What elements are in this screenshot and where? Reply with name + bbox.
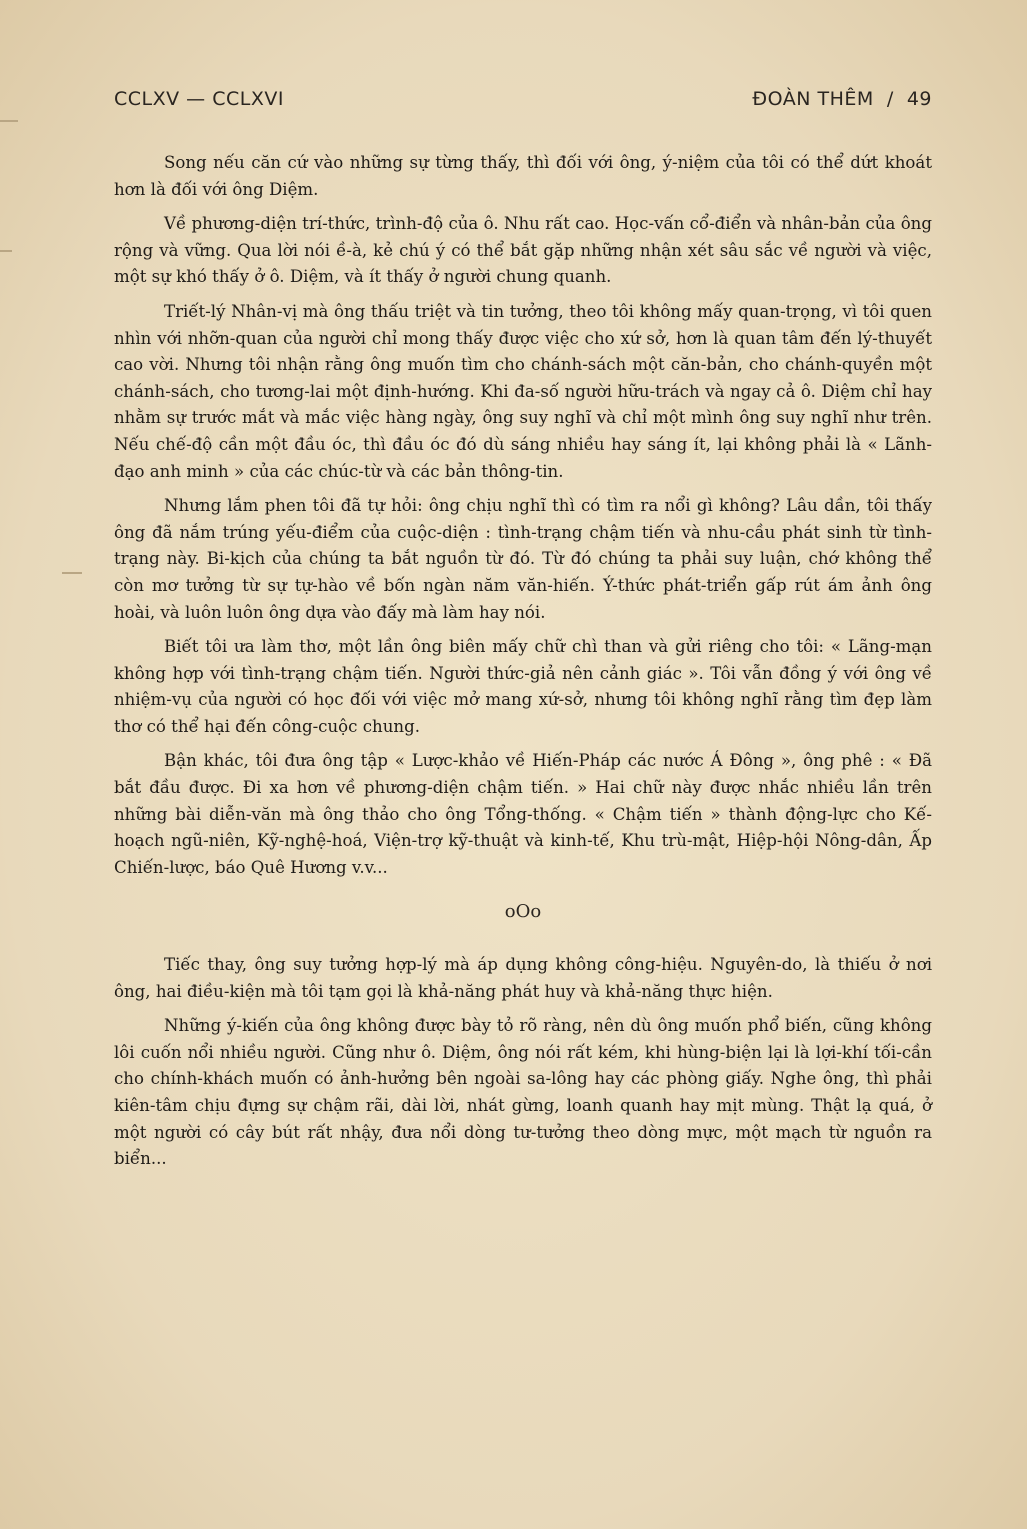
- running-header: [114, 88, 932, 118]
- paragraph: Bận khác, tôi đưa ông tập « Lược-khảo về Hiến-Pháp các nước Á Đông », ông phê : « Đã bắt đầu được. Đi xa hơn về phương-diện chậm tiến. » Hai chữ này được nhắc nhiều lần trên những bài diễn-văn mà ông thảo cho ông Tổng-thống. « Chậm tiến » thành động-lực cho Kế-hoạch ngũ-niên, Kỹ-nghệ-hoá, Viện-trợ kỹ-thuật và kinh-tế, Khu trù-mật, Hiệp-hội Nông-dân, Ấp Chiến-lược, báo Quê Hương v.v...: [114, 751, 932, 877]
- paragraph: Triết-lý Nhân-vị mà ông thấu triệt và tin tưởng, theo tôi không mấy quan-trọng, vì tôi quen nhìn với nhỡn-quan của người chỉ mong thấy được việc cho xứ sở, hơn là quan tâm đến lý-thuyết cao vời. Nhưng tôi nhận rằng ông muốn tìm cho chánh-sách một căn-bản, cho chánh-quyền một chánh-sách, cho tương-lai một định-hướng. Khi đa-số người hữu-trách và ngay cả ô. Diệm chỉ hay nhằm sự trước mắt và mắc việc hàng ngày, ông suy nghĩ và chỉ một mình ông suy nghĩ như trên. Nếu chế-độ cần một đầu óc, thì đầu óc đó dù sáng nhiều hay sáng ít, lại không phải là « Lãnh-đạo anh minh » của các chúc-từ và các bản thông-tin.: [114, 301, 932, 481]
- section-separator: oOo: [504, 901, 542, 923]
- paragraph: Tiếc thay, ông suy tưởng hợp-lý mà áp dụng không công-hiệu. Nguyên-do, là thiếu ở nơi ông, hai điều-kiện mà tôi tạm gọi là khả-năng phát huy và khả-năng thực hiện.: [114, 955, 932, 1001]
- paragraph: Biết tôi ưa làm thơ, một lần ông biên mấy chữ chì than và gửi riêng cho tôi: « Lãng-mạn không hợp với tình-trạng chậm tiến. Người thức-giả nên cảnh giác ». Tôi vẫn đồng ý với ông về nhiệm-vụ của người có học đối với việc mở mang xứ-sở, nhưng tôi không nghĩ rằng tìm đẹp làm thơ có thể hại đến công-cuộc chung.: [114, 637, 932, 736]
- margin-mark: [0, 250, 12, 252]
- paragraph: Về phương-diện trí-thức, trình-độ của ô. Nhu rất cao. Học-vấn cổ-điển và nhân-bản của ông rộng và vững. Qua lời nói ề-à, kẻ chú ý có thể bắt gặp những nhận xét sâu sắc về người và việc, một sự khó thấy ở ô. Diệm, và ít thấy ở người chung quanh.: [114, 214, 932, 287]
- paragraph: Song nếu căn cứ vào những sự từng thấy, thì đối với ông, ý-niệm của tôi có thể dứt khoát hơn là đối với ông Diệm.: [114, 153, 932, 199]
- margin-mark: [0, 120, 18, 122]
- author-page-number: ĐOÀN THÊM / 49: [752, 88, 932, 110]
- paragraph: Những ý-kiến của ông không được bày tỏ rõ ràng, nên dù ông muốn phổ biến, cũng không lôi cuốn nổi nhiều người. Cũng như ô. Diệm, ông nói rất kém, khi hùng-biện lại là lợi-khí tối-cần cho chính-khách muốn có ảnh-hưởng bên ngoài sa-lông hay các phòng giấy. Nghe ông, thì phải kiên-tâm chịu đựng sự chậm rãi, dài lời, nhát gừng, loanh quanh hay mịt mùng. Thật lạ quá, ở một người có cây bút rất nhậy, đưa nổi dòng tư-tưởng theo dòng mực, một mạch từ nguồn ra biển...: [114, 1016, 932, 1169]
- paragraph: Nhưng lắm phen tôi đã tự hỏi: ông chịu nghĩ thì có tìm ra nổi gì không? Lâu dần, tôi thấy ông đã nắm trúng yếu-điểm của cuộc-diện : tình-trạng chậm tiến và nhu-cầu phát sinh từ tình-trạng này. Bi-kịch của chúng ta bắt nguồn từ đó. Từ đó chúng ta phải suy luận, chớ không thể còn mơ tưởng từ sự tự-hào về bốn ngàn năm văn-hiến. Ý-thức phát-triển gấp rút ám ảnh ông hoài, và luôn luôn ông dựa vào đấy mà làm hay nói.: [114, 496, 932, 622]
- margin-mark: [62, 572, 82, 574]
- chapter-range: CCLXV — CCLXVI: [114, 88, 284, 110]
- page-body: [114, 150, 932, 1181]
